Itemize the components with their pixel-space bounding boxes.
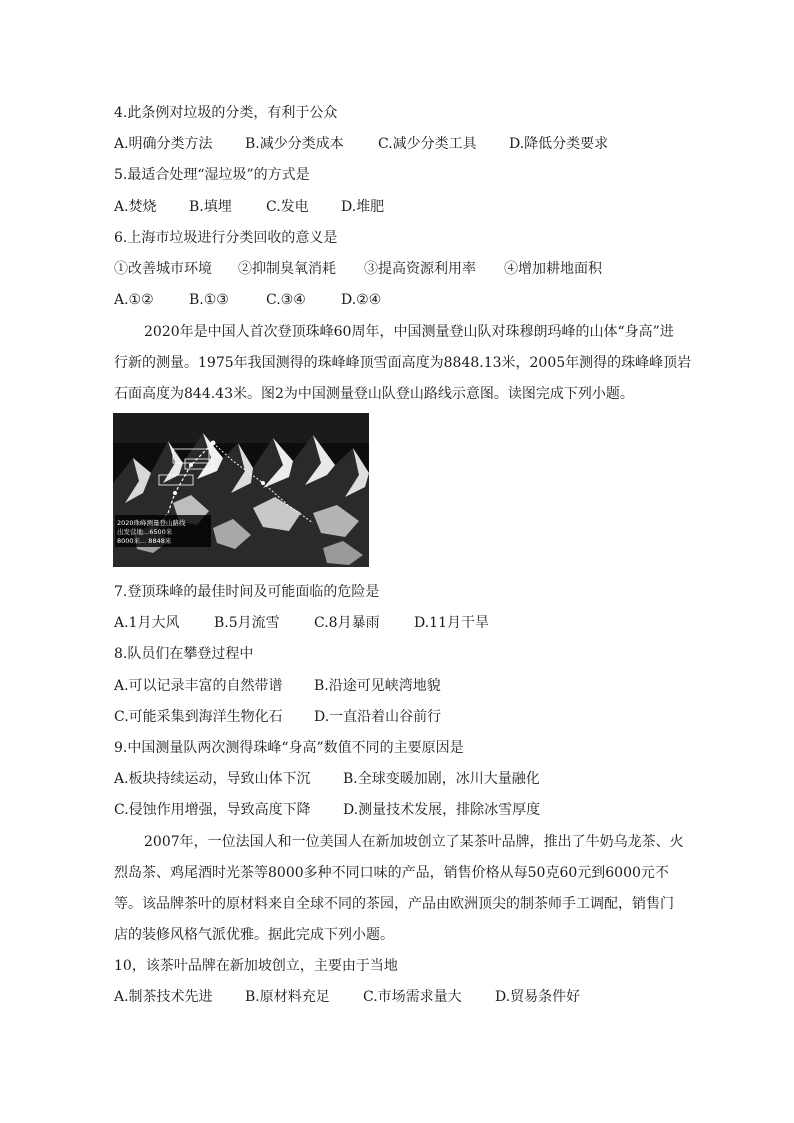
option-c: C.8月暴雨 [314,615,380,631]
option-a: A.板块持续运动，导致山体下沉 [114,771,311,787]
option-d: D.11月干旱 [414,615,489,631]
figure-caption-line-1: 2020珠峰测量登山路线 [117,519,186,527]
option-d: D.测量技术发展，排除冰雪厚度 [343,802,541,818]
passage-2-line-4: 店的装修风格气派优雅。据此完成下列小题。 [114,927,394,943]
option-a: A.焚烧 [114,199,157,215]
question-8-stem: 8.队员们在攀登过程中 [114,646,254,662]
option-a: A.明确分类方法 [114,136,213,152]
question-10-stem: 10，该茶叶品牌在新加坡创立，主要由于当地 [114,958,398,974]
option-d: D.堆肥 [341,199,385,215]
climbing-route-figure [113,413,369,567]
item-4: ④增加耕地面积 [504,261,602,277]
option-a: A.①② [114,292,154,308]
question-4-stem: 4.此条例对垃圾的分类，有利于公众 [114,105,338,121]
option-c: C.发电 [266,199,309,215]
option-b: B.全球变暖加剧，冰川大量融化 [343,771,540,787]
passage-1-line-3: 石面高度为844.43米。图2为中国测量登山队登山路线示意图。读图完成下列小题。 [114,386,634,402]
option-a: A.1月大风 [114,615,180,631]
passage-1-line-2: 行新的测量。1975年我国测得的珠峰峰顶雪面高度为8848.13米，2005年测得的珠峰峰顶岩 [114,355,692,371]
option-c: C.可能采集到海洋生物化石 [114,709,283,725]
item-3: ③提高资源利用率 [364,261,476,277]
option-c: C.减少分类工具 [378,136,477,152]
question-5-stem: 5.最适合处理“湿垃圾”的方式是 [114,167,310,183]
option-c: C.③④ [266,292,306,308]
figure-caption-line-2: 出发营地...6500米 [117,528,173,536]
option-b: B.原材料充足 [245,989,330,1005]
option-d: D.贸易条件好 [495,989,581,1005]
question-9-stem: 9.中国测量队两次测得珠峰“身高”数值不同的主要原因是 [114,740,464,756]
option-a: A.可以记录丰富的自然带谱 [114,678,283,694]
option-b: B.5月流雪 [214,615,280,631]
option-b: B.①③ [189,292,229,308]
question-7-stem: 7.登顶珠峰的最佳时间及可能面临的危险是 [114,584,380,600]
passage-2-line-3: 等。该品牌茶叶的原材料来自全球不同的茶园，产品由欧洲顶尖的制茶师手工调配，销售门 [114,896,674,912]
option-b: B.减少分类成本 [245,136,344,152]
item-2: ②抑制臭氧消耗 [238,261,336,277]
option-c: C.市场需求量大 [363,989,462,1005]
passage-2-line-2: 烈岛茶、鸡尾酒时光茶等8000多种不同口味的产品，销售价格从每50克60元到6000元不 [114,865,669,881]
option-d: D.降低分类要求 [509,136,609,152]
passage-1-line-1: 2020年是中国人首次登顶珠峰60周年，中国测量登山队对珠穆朗玛峰的山体“身高”进 [144,324,674,340]
option-d: D.一直沿着山谷前行 [314,709,442,725]
option-b: B.填埋 [189,199,232,215]
question-6-stem: 6.上海市垃圾进行分类回收的意义是 [114,230,338,246]
option-a: A.制茶技术先进 [114,989,213,1005]
figure-caption-line-3: 8000米... 8848米 [117,537,172,545]
option-d: D.②④ [341,292,382,308]
passage-2-line-1: 2007年，一位法国人和一位美国人在新加坡创立了某茶叶品牌，推出了牛奶乌龙茶、火 [144,834,684,850]
item-1: ①改善城市环境 [114,261,212,277]
option-c: C.侵蚀作用增强，导致高度下降 [114,802,311,818]
option-b: B.沿途可见峡湾地貌 [314,678,441,694]
mountain-photo [113,413,369,567]
